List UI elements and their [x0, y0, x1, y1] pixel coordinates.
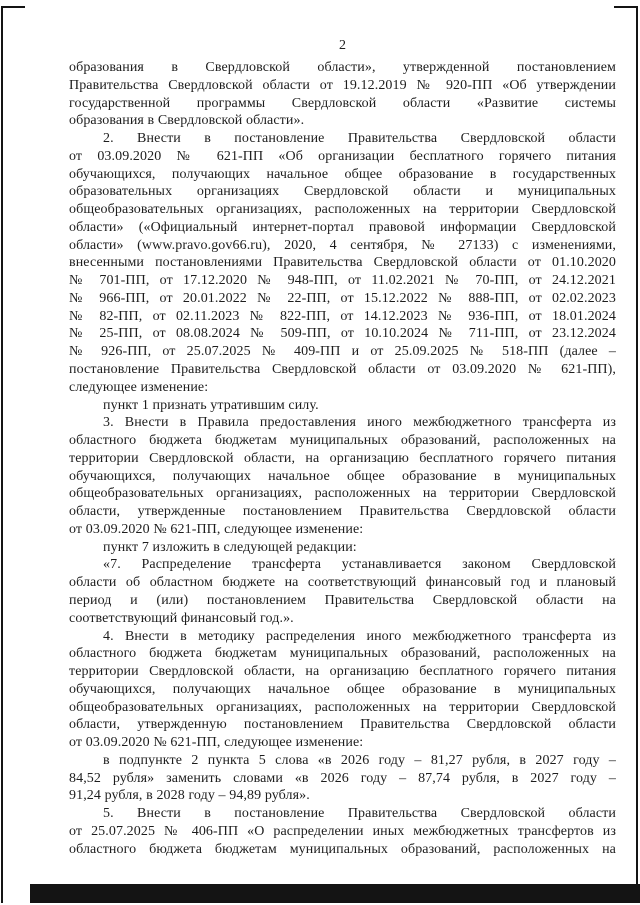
scan-mark-top-right [614, 6, 638, 8]
document-line: образования в Свердловской области». [69, 113, 305, 129]
document-line: образования в Свердловской области», утвержденной постановлением [69, 60, 616, 75]
document-line: от 03.09.2020 № 621-ПП «Об организации бесплатного горячего питания [69, 148, 616, 164]
document-line: территории Свердловской области, на организацию бесплатного горячего питания [69, 450, 616, 466]
scan-border-bottom-bar [30, 884, 640, 903]
document-line: области, утвержденные постановлением Правительства Свердловской области [69, 504, 616, 520]
page-number: 2 [339, 38, 346, 53]
document-line: 3. Внести в Правила предоставления иного межбюджетного трансферта из [103, 415, 616, 431]
scan-border-left-line [1, 6, 3, 903]
document-line: Правительства Свердловской области от 19.12.2019 № 920-ПП «Об утверждении [69, 77, 616, 93]
document-line: № 926-ПП, от 25.07.2025 № 409-ПП и от 25.09.2025 № 518-ПП (далее – [69, 344, 616, 360]
document-line: от 03.09.2020 № 621-ПП, следующее изменение: [69, 521, 364, 537]
document-line: внесенными постановлениями Правительства Свердловской области от 01.10.2020 [69, 255, 616, 271]
document-line: пункт 7 изложить в следующей редакции: [103, 539, 357, 555]
document-line: «7. Распределение трансферта устанавливается законом Свердловской [103, 557, 616, 573]
document-line: от 03.09.2020 № 621-ПП, следующее изменение: [69, 735, 364, 751]
document-line: 84,52 рубля» заменить словами «в 2026 году – 87,74 рубля, в 2027 году – [69, 770, 616, 786]
document-line: государственной программы Свердловской области «Развитие системы [69, 95, 616, 111]
document-line: области, утвержденную постановлением Правительства Свердловской области [69, 717, 616, 733]
document-line: пункт 1 признать утратившим силу. [103, 397, 319, 413]
document-line: № 966-ПП, от 20.01.2022 № 22-ПП, от 15.12.2022 № 888-ПП, от 02.02.2023 [69, 290, 616, 306]
document-line: период и (или) постановлением Правительства Свердловской области на [69, 592, 616, 608]
document-line: обучающихся, получающих начальное общее образование в муниципальных [69, 681, 616, 697]
document-line: общеобразовательных организациях, расположенных на территории Свердловской [69, 699, 616, 715]
document-line: 5. Внести в постановление Правительства Свердловской области [103, 806, 616, 822]
document-line: общеобразовательных организациях, расположенных на территории Свердловской [69, 486, 616, 502]
document-line: обучающихся, получающих начальное общее образование в государственных [69, 166, 616, 182]
document-line: областного бюджета бюджетам муниципальных образований, расположенных на [69, 646, 616, 662]
document-line: 91,24 рубля, в 2028 году – 94,89 рубля». [69, 788, 310, 804]
document-line: области» (www.pravo.gov66.ru), 2020, 4 сентября, № 27133) с изменениями, [69, 237, 616, 253]
document-line: области об областном бюджете на соответствующий финансовый год и плановый [69, 575, 616, 591]
document-body [69, 59, 616, 858]
document-line: областного бюджета бюджетам муниципальных образований, расположенных на [69, 841, 616, 857]
document-line: области» («Официальный интернет-портал правовой информации Свердловской [69, 219, 616, 235]
scan-border-right-line [636, 6, 638, 903]
document-line: образовательных организациях Свердловской области и муниципальных [69, 184, 616, 200]
document-line: общеобразовательных организациях, расположенных на территории Свердловской [69, 202, 616, 218]
document-line: 2. Внести в постановление Правительства Свердловской области [103, 131, 616, 147]
document-line: 4. Внести в методику распределения иного межбюджетного трансферта из [103, 628, 616, 644]
document-line: от 25.07.2025 № 406-ПП «О распределении иных межбюджетных трансфертов из [69, 823, 616, 839]
document-line: № 701-ПП, от 17.12.2020 № 948-ПП, от 11.02.2021 № 70-ПП, от 24.12.2021 [69, 273, 616, 289]
document-line: обучающихся, получающих начальное общее образование в муниципальных [69, 468, 616, 484]
document-line: областного бюджета бюджетам муниципальных образований, расположенных на [69, 433, 616, 449]
document-line: в подпункте 2 пункта 5 слова «в 2026 году – 81,27 рубля, в 2027 году – [103, 752, 616, 768]
scan-mark-top-left [1, 6, 25, 8]
document-line: следующее изменение: [69, 379, 209, 395]
document-line: № 25-ПП, от 08.08.2024 № 509-ПП, от 10.10.2024 № 711-ПП, от 23.12.2024 [69, 326, 616, 342]
document-line: соответствующий финансовый год.». [69, 610, 294, 626]
document-line: территории Свердловской области, на организацию бесплатного горячего питания [69, 664, 616, 680]
document-line: № 82-ПП, от 02.11.2023 № 822-ПП, от 14.12.2023 № 936-ПП, от 18.01.2024 [69, 308, 616, 324]
document-line: постановление Правительства Свердловской области от 03.09.2020 № 621-ПП), [69, 362, 616, 378]
